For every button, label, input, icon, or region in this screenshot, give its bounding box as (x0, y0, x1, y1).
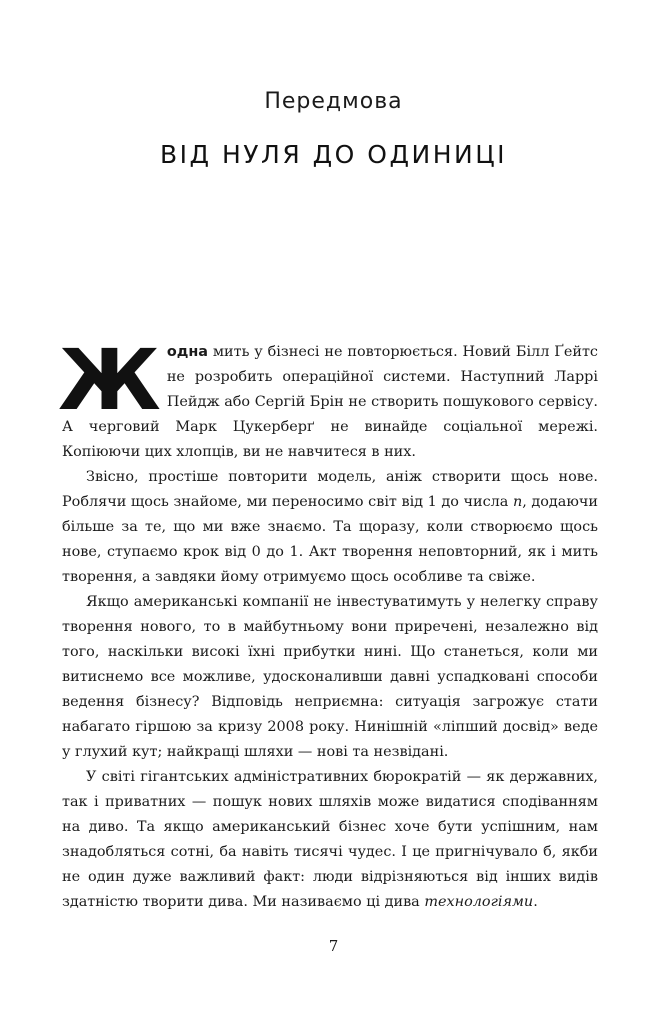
chapter-title: ВІД НУЛЯ ДО ОДИНИЦІ (160, 140, 507, 169)
lead-word: одна (166, 344, 208, 360)
paragraph-2-text-a: Звісно, простіше повторити модель, аніж створити щось нове. Роблячи щось знайоме, ми переносимо світ від 1 до числа (62, 469, 598, 510)
paragraph-3 (62, 590, 598, 765)
paragraph-4 (62, 765, 598, 915)
paragraph-4-italic: технологіями (424, 894, 534, 910)
paragraph-1-text: мить у бізнесі не повторюється. Новий Білл Ґейтс не розробить операційної системи. Наступний Ларрі Пейдж або Сергій Брін не створить пошукового сервісу. А черговий Марк Цукерберґ не винайде соціальної мережі. Копіюючи цих хлопців, ви не навчитеся в них. (62, 344, 598, 460)
paragraph-2 (62, 465, 598, 590)
chapter-label: Передмова (264, 89, 403, 114)
paragraph-2-italic: n (512, 494, 523, 510)
page-number: 7 (328, 937, 339, 955)
body-text (58, 331, 598, 915)
paragraph-2-text-b: , додаючи більше за те, що ми вже знаємо. Та щоразу, коли створюємо щось нове, ступаємо крок від 0 до 1. Акт творення неповторний, як і мить творення, а завдяки йому отримуємо щось особливе та свіже. (62, 494, 598, 585)
paragraph-1 (58, 331, 598, 465)
drop-cap: Ж (58, 331, 161, 429)
paragraph-4-text-b: . (533, 894, 538, 910)
paragraph-4-text-a: У світі гігантських адміністративних бюрократій — як державних, так і приватних — пошук нових шляхів може видатися сподіванням на диво. Та якщо американський бізнес хоче бути успішним, нам знадобляться сотні, ба навіть тисячі чудес. І це пригнічувало б, якби не один дуже важливий факт: люди відрізняються від інших видів здатністю творити дива. Ми називаємо ці дива (62, 769, 598, 910)
paragraph-3-text: Якщо американські компанії не інвестуватимуть у нелегку справу творення нового, то в майбутньому вони приречені, незалежно від того, наскільки високі їхні прибутки нині. Що станеться, коли ми витиснемо все можливе, удосконаливши давні успадковані способи ведення бізнесу? Відповідь неприємна: ситуація загрожує стати набагато гіршою за кризу 2008 року. Нинішній «ліпший досвід» веде у глухий кут; найкращі шляхи — нові та незвідані. (62, 594, 598, 760)
